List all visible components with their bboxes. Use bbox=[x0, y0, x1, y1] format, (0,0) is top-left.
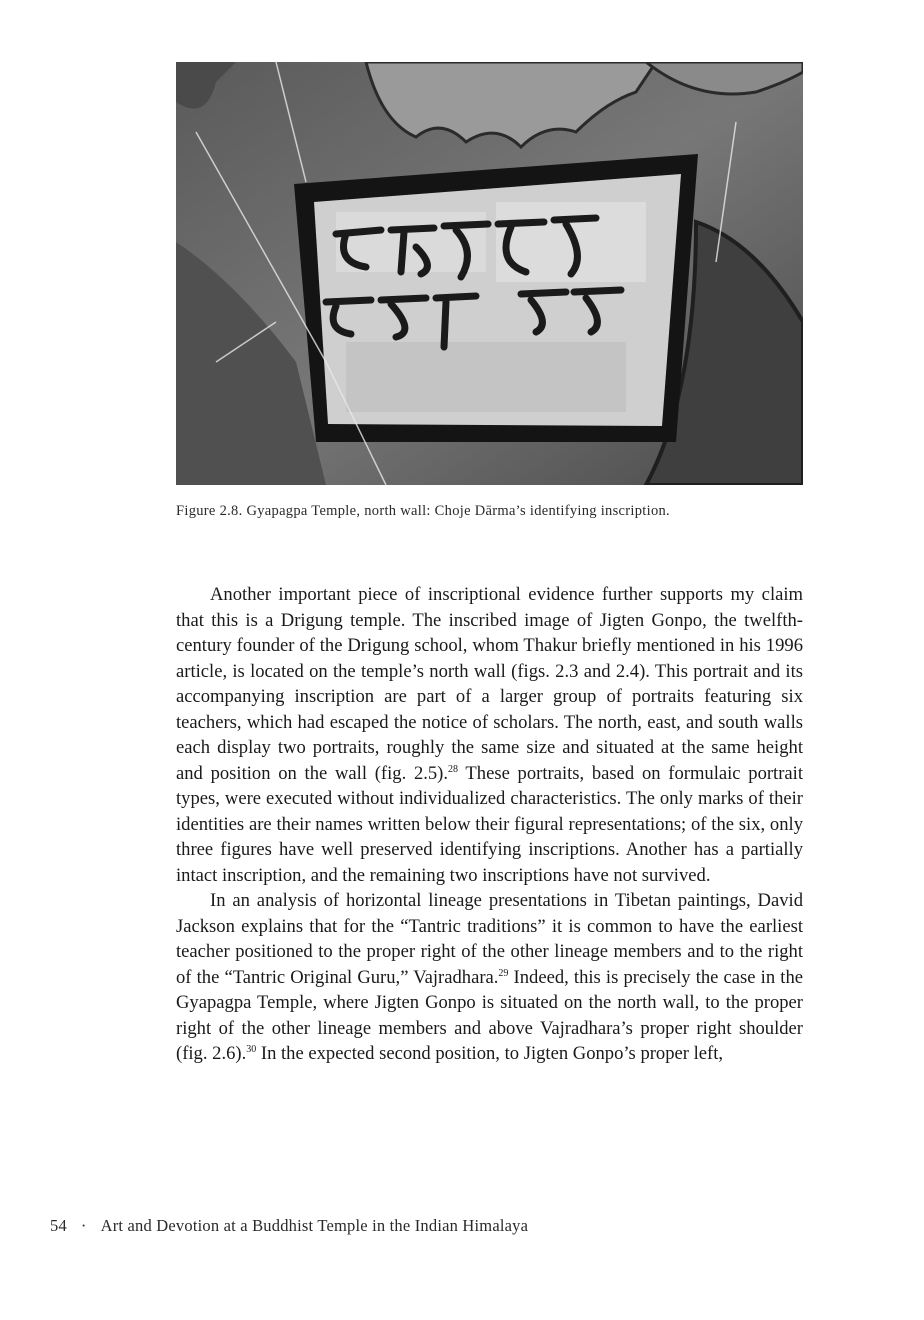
footnote-ref-29[interactable]: 29 bbox=[498, 967, 509, 979]
footer-separator: · bbox=[80, 1216, 87, 1235]
figure-photo bbox=[176, 62, 803, 485]
paragraph-1-text-a: Another important piece of inscriptional evidence further supports my claim that this is a Drigung temple. The inscribed image of Jigten Gonpo, the twelfth-century founder of the Drigung school, whom Thakur briefly mentioned in his 1996 article, is located on the temple’s north wall (figs. 2.3 and 2.4). This portrait and its accompanying inscription are part of a larger group of portraits featuring six teachers, which had escaped the notice of scholars. The north, east, and south walls each display two portraits, roughly the same size and situated at the same height and position on the wall (fig. 2.5). bbox=[176, 584, 803, 784]
page-number: 54 bbox=[50, 1216, 67, 1235]
paragraph-1 bbox=[176, 582, 803, 888]
inscription-photo bbox=[176, 62, 803, 485]
footnote-ref-28[interactable]: 28 bbox=[448, 763, 459, 775]
paragraph-2 bbox=[176, 888, 803, 1067]
running-title: Art and Devotion at a Buddhist Temple in the Indian Himalaya bbox=[100, 1216, 529, 1235]
paragraph-2-text-c: In the expected second position, to Jigten Gonpo’s proper left, bbox=[256, 1043, 724, 1064]
body-text bbox=[176, 582, 803, 1067]
page-footer bbox=[50, 1216, 528, 1236]
paragraph-1-text-b: These portraits, based on formulaic portrait types, were executed without individualized characteristics. The only marks of their identities are their names written below their figural representations; of the six, only three figures have well preserved identifying inscriptions. Another has a partially intact inscription, and the remaining two inscriptions have not survived. bbox=[176, 762, 803, 886]
paragraph-2-text-b: Indeed, this is precisely the case in the Gyapagpa Temple, where Jigten Gonpo is situated on the north wall, to the proper right of the other lineage members and above Vajradhara’s proper right shoulder (fig. 2.6). bbox=[176, 966, 803, 1064]
paragraph-2-text-a: In an analysis of horizontal lineage presentations in Tibetan paintings, David Jackson explains that for the “Tantric traditions” it is common to have the earliest teacher positioned to the proper right of the other lineage members and to the right of the “Tantric Original Guru,” Vajradhara. bbox=[176, 890, 803, 988]
figure-caption: Figure 2.8. Gyapagpa Temple, north wall: Choje Dārma’s identifying inscription. bbox=[176, 503, 670, 519]
footnote-ref-30[interactable]: 30 bbox=[246, 1043, 257, 1055]
